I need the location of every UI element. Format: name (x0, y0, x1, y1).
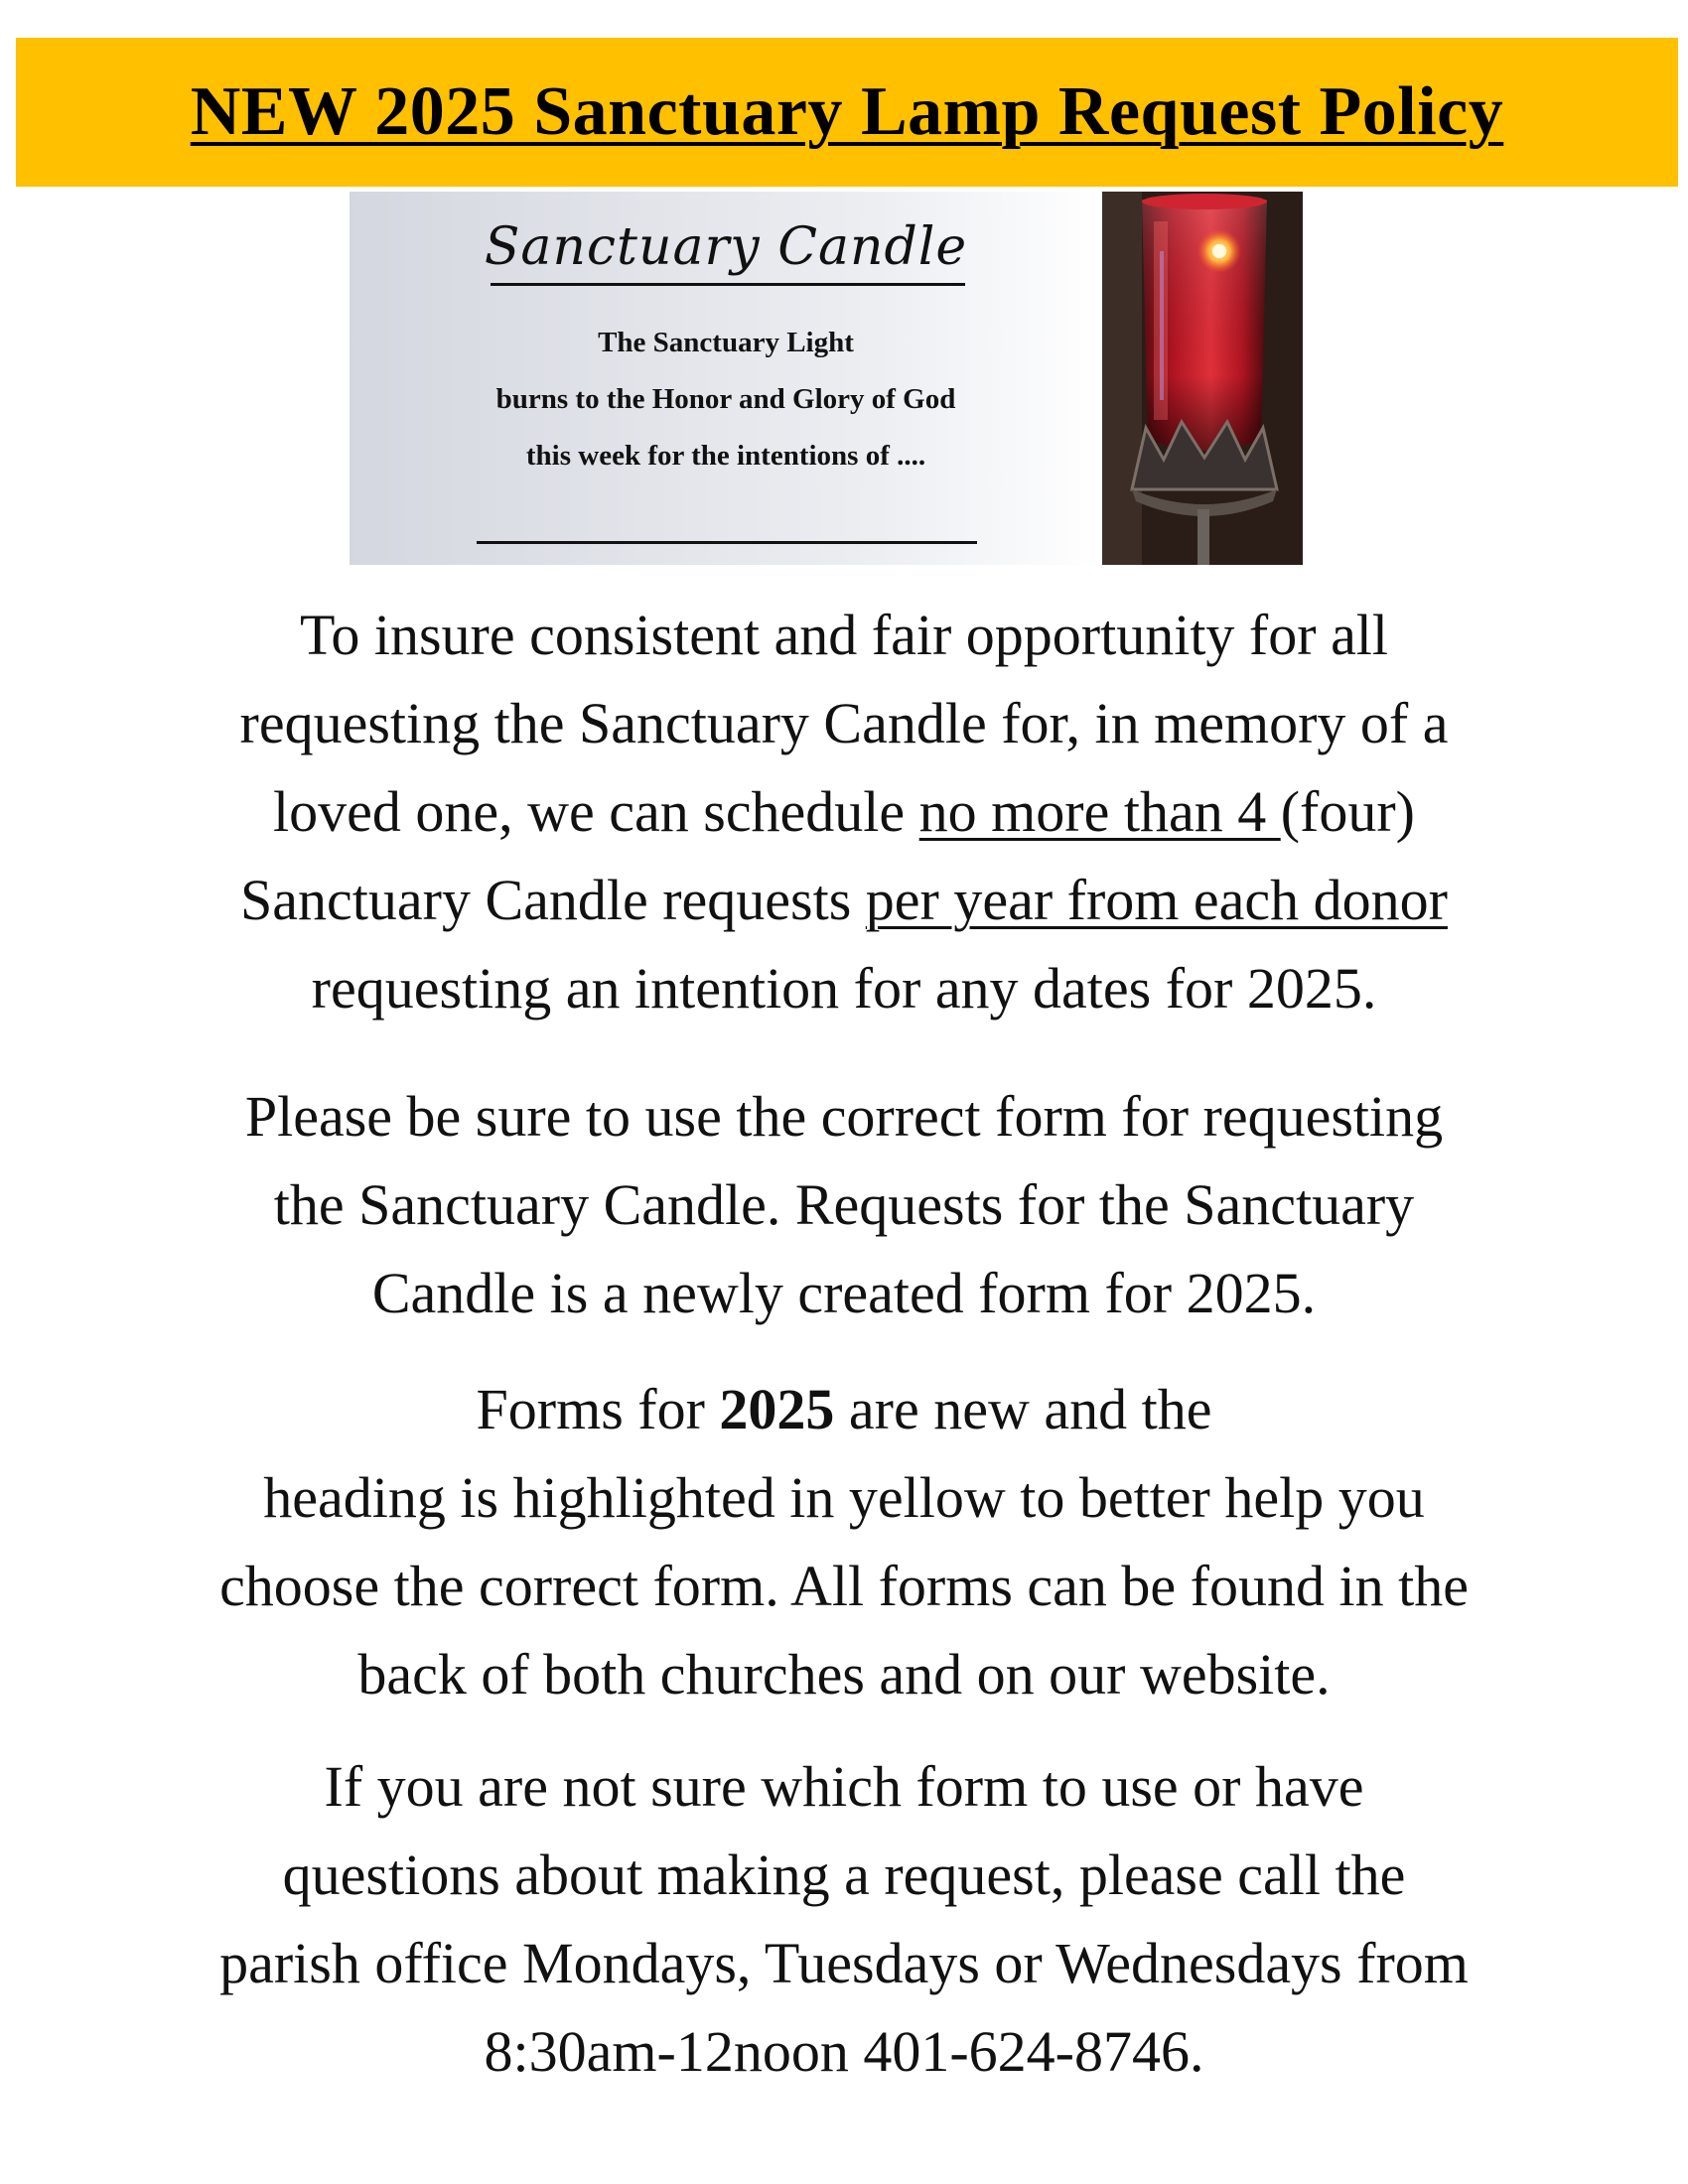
p1-line-5: requesting an intention for any dates for 2025. (311, 956, 1377, 1021)
limit-underlined: no more than 4 (918, 779, 1281, 844)
p3-line-1-text: Forms for (476, 1377, 720, 1441)
paragraph-contact (40, 1742, 1648, 2096)
card-line-2: burns to the Honor and Glory of God (495, 383, 956, 415)
paragraph-request-limit (40, 591, 1648, 1032)
p2-line-3: Candle is a newly created form for 2025. (371, 1261, 1317, 1325)
p1-line-4 (40, 856, 1648, 944)
p2-line-1: Please be sure to use the correct form for requesting (244, 1084, 1444, 1149)
p4-line-1: If you are not sure which form to use or have (324, 1754, 1364, 1819)
p1-line-3-text: loved one, we can schedule (273, 779, 919, 844)
p1-line-3 (40, 767, 1648, 856)
p1-line-4-text: Sanctuary Candle requests (240, 868, 866, 932)
p3-line-1 (40, 1365, 1648, 1453)
paragraph-correct-form (40, 1072, 1648, 1337)
sanctuary-candle-icon (1102, 192, 1303, 565)
p4-line-2: questions about making a request, please call the (282, 1843, 1406, 1907)
p1-line-2: requesting the Sanctuary Candle for, in memory of a (239, 691, 1449, 755)
p3-line-4: back of both churches and on our website. (357, 1642, 1331, 1706)
page-title: NEW 2025 Sanctuary Lamp Request Policy (190, 73, 1504, 150)
p3-line-3: choose the correct form. All forms can be found in the (219, 1554, 1469, 1618)
p3-line-1-end: are new and the (834, 1377, 1212, 1441)
p1-line-1: To insure consistent and fair opportunity for all (299, 603, 1389, 667)
p3-line-2: heading is highlighted in yellow to better help you (263, 1465, 1425, 1530)
p1-line-3-end: (four) (1280, 779, 1415, 844)
p4-line-3: parish office Mondays, Tuesdays or Wednesdays from (219, 1931, 1469, 1995)
sanctuary-candle-card (350, 192, 1303, 565)
card-text-panel (350, 192, 1102, 565)
policy-banner (16, 38, 1678, 187)
card-line-1: The Sanctuary Light (598, 327, 854, 358)
p2-line-2: the Sanctuary Candle. Requests for the Sanctuary (273, 1172, 1415, 1237)
sanctuary-candle-photo (1102, 192, 1303, 565)
p4-line-4: 8:30am-12noon 401-624-8746. (484, 2019, 1204, 2084)
paragraph-new-forms (40, 1365, 1648, 1718)
year-bold: 2025 (719, 1377, 835, 1441)
card-line-3: this week for the intentions of .... (525, 440, 926, 472)
card-heading: Sanctuary Candle (484, 217, 968, 277)
per-donor-underlined: per year from each donor (865, 868, 1448, 932)
card-heading-underline (491, 283, 965, 286)
intention-blank-line (477, 541, 977, 544)
